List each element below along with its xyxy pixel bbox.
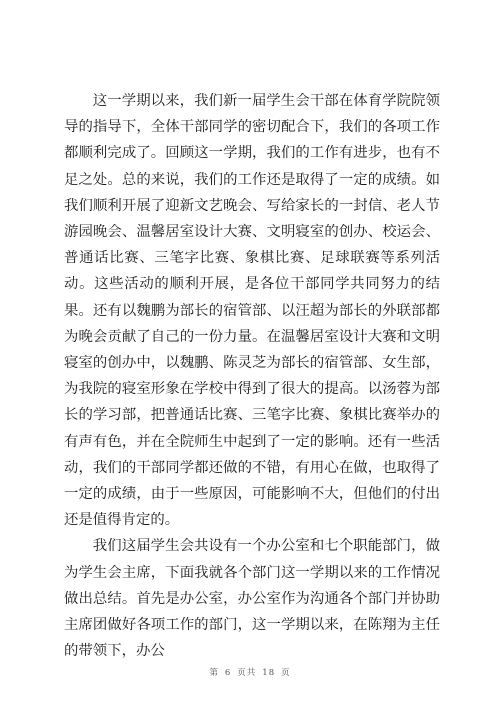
paragraph-1: 这一学期以来，我们新一届学生会干部在体育学院院领导的指导下，全体干部同学的密切配合下，我们的各项工作都顺利完成了。回顾这一学期，我们的工作有进步，也有不足之处。总的来说，我们的工作还是取得了一定的成绩。如我们顺利开展了迎新文艺晚会、写给家长的一封信、老人节游园晚会、温馨居室设计大赛、文明寝室的创办、校运会、普通话比赛、三笔字比赛、象棋比赛、足球联赛等系列活动。这些活动的顺利开展，是各位干部同学共同努力的结果。还有以魏鹏为部长的宿管部、以汪超为部长的外联部都为晚会贡献了自己的一份力量。在温馨居室设计大赛和文明寝室的创办中，以魏鹏、陈灵芝为部长的宿管部、女生部，为我院的寝室形象在学校中得到了很大的提高。以汤蓉为部长的学习部，把普通话比赛、三笔字比赛、象棋比赛举办的有声有色，并在全院师生中起到了一定的影响。还有一些活动，我们的干部同学都还做的不错，有用心在做，也取得了一定的成绩，由于一些原因，可能影响不大，但他们的付出还是值得肯定的。 (64, 93, 440, 529)
paragraph-2: 我们这届学生会共设有一个办公室和七个职能部门，做为学生会主席，下面我就各个部门这一学期以来的工作情况做出总结。首先是办公室，办公室作为沟通各个部门并协助主席团做好各项工作的部门，这一学期以来，在陈翔为主任的带领下，办公 (64, 538, 440, 660)
body-text (64, 88, 440, 664)
footer-page-number: 6 (224, 668, 232, 678)
footer-suffix: 页 (281, 668, 291, 678)
footer-total-pages: 18 (262, 668, 276, 678)
page-footer (0, 666, 500, 678)
footer-middle: 页共 (237, 668, 257, 678)
footer-prefix: 第 (209, 668, 219, 678)
